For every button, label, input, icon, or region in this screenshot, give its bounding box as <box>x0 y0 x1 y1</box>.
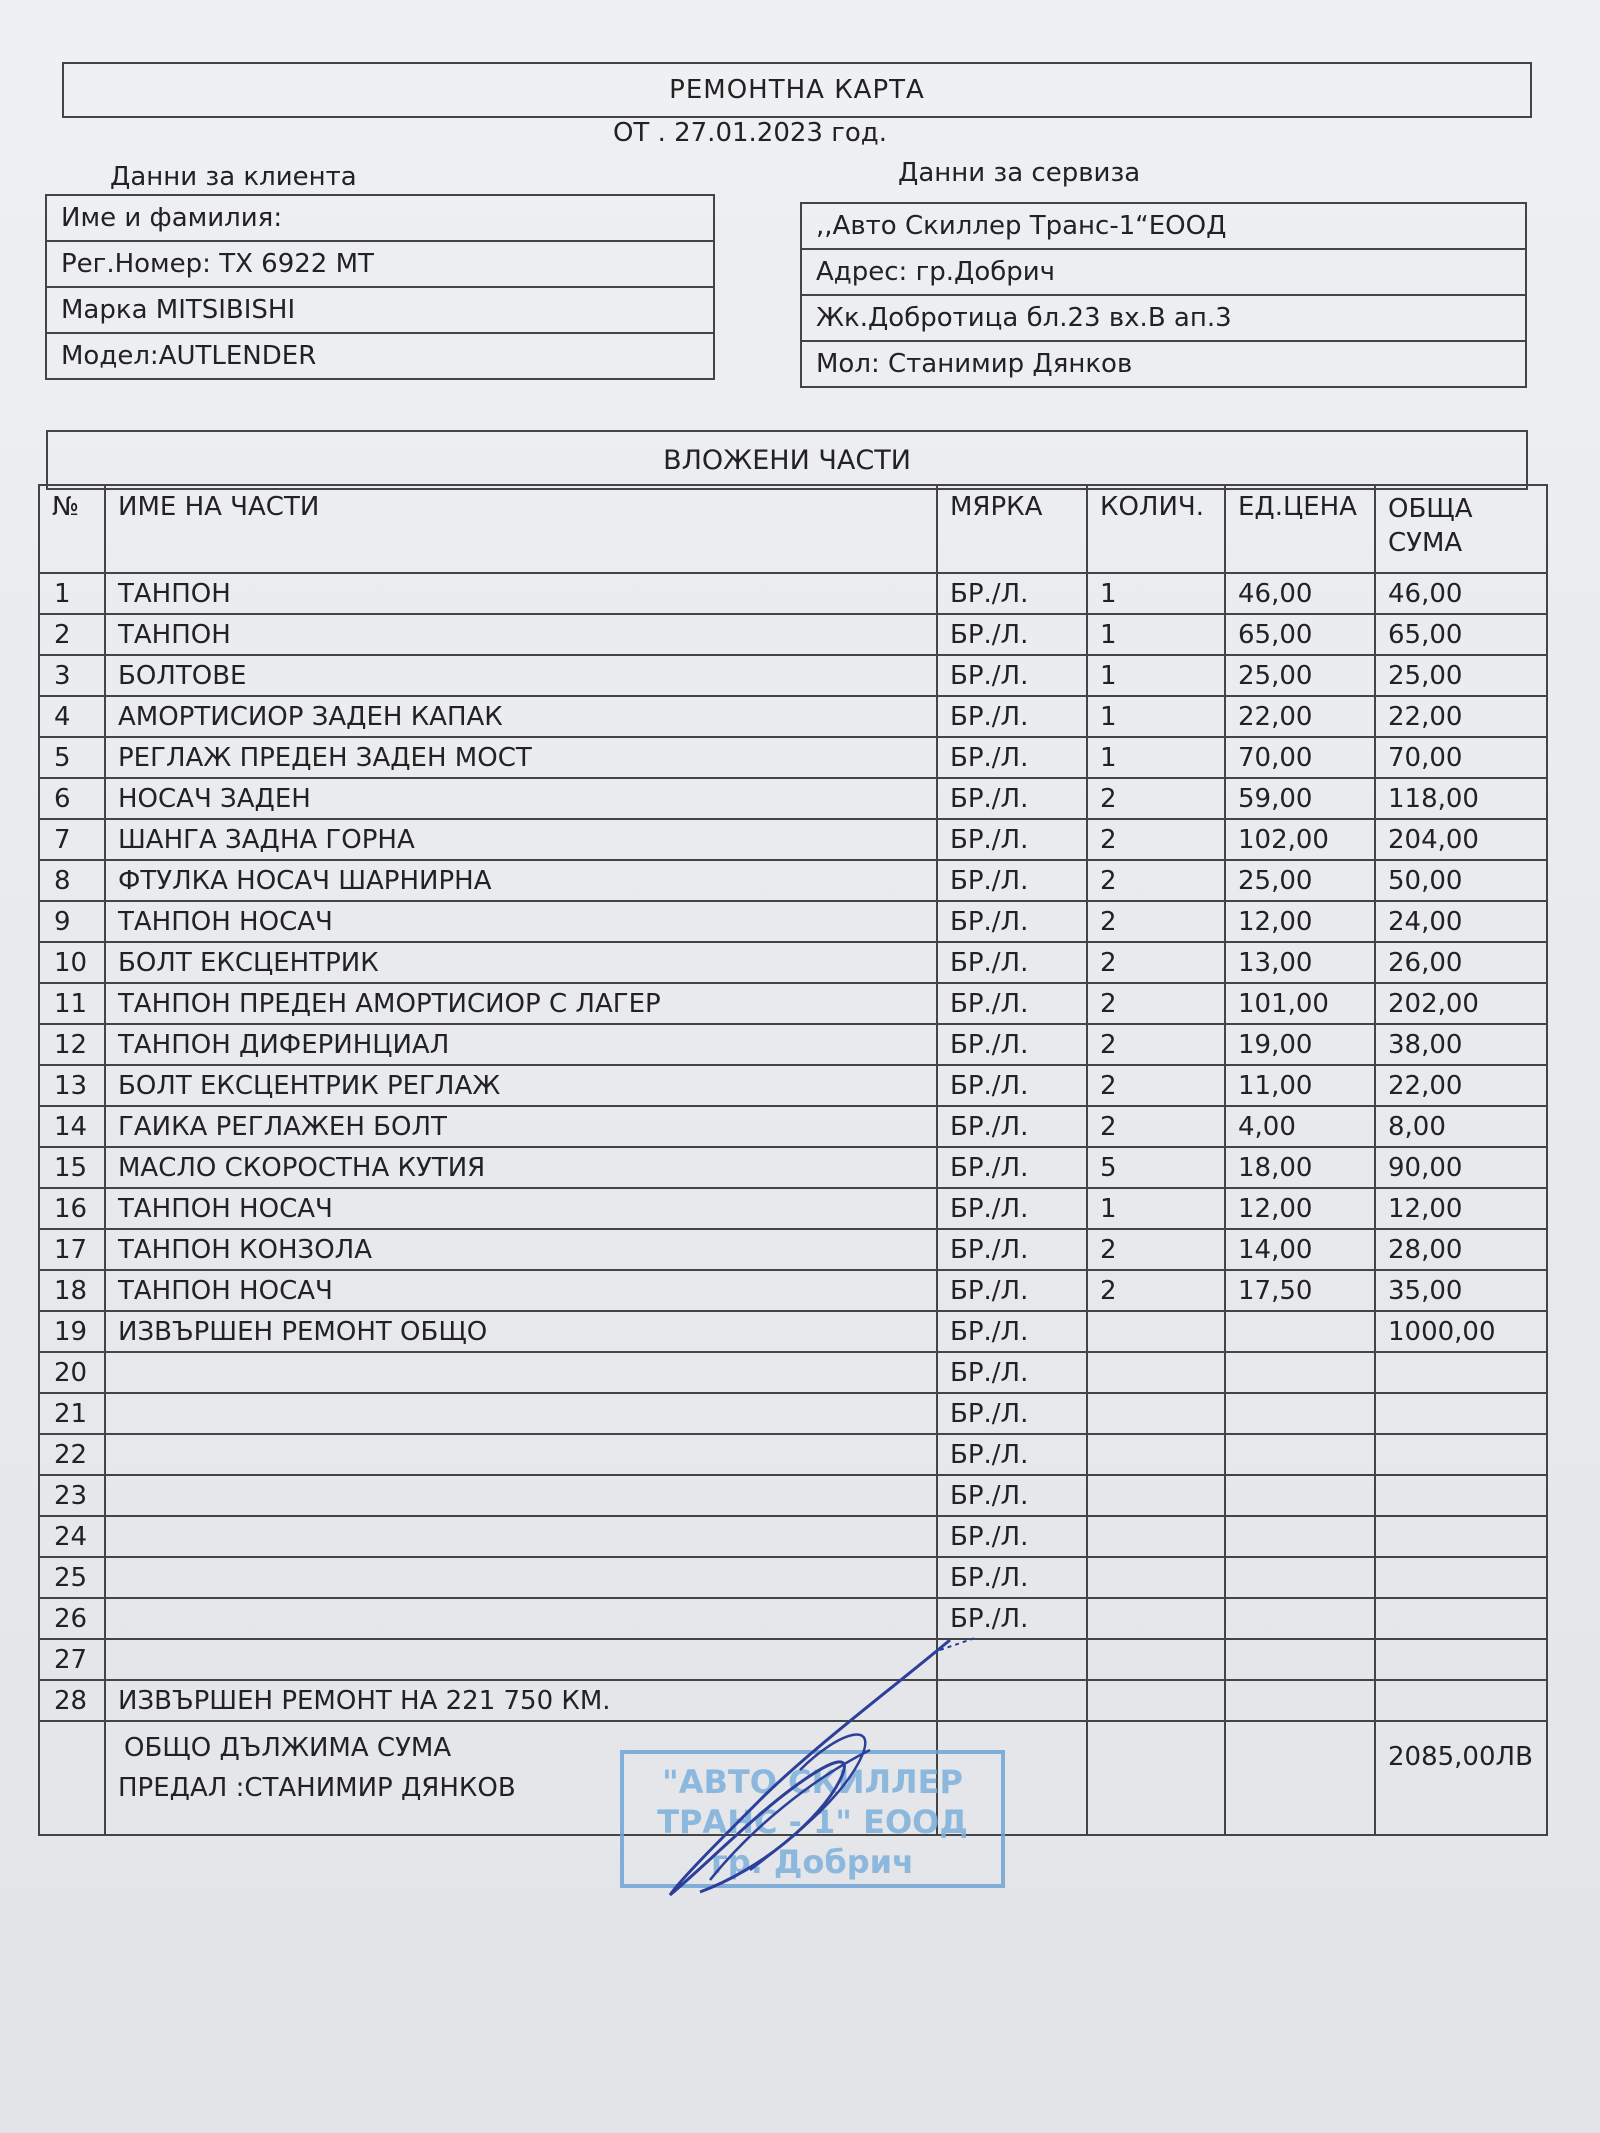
unit-cell: БР./Л. <box>937 655 1087 696</box>
row-total-cell <box>1375 1434 1547 1475</box>
unit-cell: БР./Л. <box>937 1024 1087 1065</box>
stamp-line-3: гр. Добрич <box>710 1843 915 1881</box>
row-number-cell: 2 <box>39 614 105 655</box>
total-value: 2085,00ЛВ <box>1375 1721 1547 1835</box>
unit-price-cell: 12,00 <box>1225 1188 1375 1229</box>
parts-row <box>39 655 1547 696</box>
row-total-cell: 70,00 <box>1375 737 1547 778</box>
parts-row <box>39 1516 1547 1557</box>
unit-price-cell: 4,00 <box>1225 1106 1375 1147</box>
stamp-line-1: "АВТО СКИЛЛЕР <box>662 1763 963 1801</box>
row-number-cell: 1 <box>39 573 105 614</box>
unit-cell: БР./Л. <box>937 1270 1087 1311</box>
part-name-cell: НОСАЧ ЗАДЕН <box>105 778 937 819</box>
row-number-cell: 19 <box>39 1311 105 1352</box>
part-name-cell: БОЛТ ЕКСЦЕНТРИК РЕГЛАЖ <box>105 1065 937 1106</box>
signature-stroke-2 <box>710 1735 870 1880</box>
unit-price-cell: 13,00 <box>1225 942 1375 983</box>
parts-row <box>39 1024 1547 1065</box>
row-total-cell: 12,00 <box>1375 1188 1547 1229</box>
service-address-line2: Жк.Добротица бл.23 вх.В ап.3 <box>801 295 1526 341</box>
unit-price-cell: 22,00 <box>1225 696 1375 737</box>
unit-cell: БР./Л. <box>937 901 1087 942</box>
part-name-cell: БОЛТОВЕ <box>105 655 937 696</box>
parts-row <box>39 942 1547 983</box>
unit-price-cell: 25,00 <box>1225 655 1375 696</box>
quantity-cell <box>1087 1516 1225 1557</box>
quantity-cell <box>1087 1352 1225 1393</box>
unit-cell: БР./Л. <box>937 1147 1087 1188</box>
row-number-cell: 23 <box>39 1475 105 1516</box>
parts-row <box>39 1106 1547 1147</box>
row-number-cell: 13 <box>39 1065 105 1106</box>
quantity-cell: 2 <box>1087 778 1225 819</box>
col-header-unit: МЯРКА <box>937 485 1087 573</box>
service-manager: Мол: Станимир Дянков <box>801 341 1526 387</box>
unit-price-cell <box>1225 1393 1375 1434</box>
part-name-cell: БОЛТ ЕКСЦЕНТРИК <box>105 942 937 983</box>
row-number-cell: 18 <box>39 1270 105 1311</box>
parts-row <box>39 1188 1547 1229</box>
quantity-cell <box>1087 1557 1225 1598</box>
unit-cell: БР./Л. <box>937 573 1087 614</box>
unit-cell: БР./Л. <box>937 1557 1087 1598</box>
unit-price-cell <box>1225 1475 1375 1516</box>
row-number-cell: 24 <box>39 1516 105 1557</box>
row-number-cell: 9 <box>39 901 105 942</box>
total-row-price-cell <box>1225 1721 1375 1835</box>
unit-price-cell <box>1225 1557 1375 1598</box>
quantity-cell <box>1087 1639 1225 1680</box>
unit-price-cell: 11,00 <box>1225 1065 1375 1106</box>
row-number-cell: 3 <box>39 655 105 696</box>
service-info-table <box>800 202 1527 388</box>
quantity-cell: 1 <box>1087 614 1225 655</box>
row-number-cell: 15 <box>39 1147 105 1188</box>
part-name-cell: ТАНПОН <box>105 573 937 614</box>
row-total-cell: 25,00 <box>1375 655 1547 696</box>
quantity-cell: 2 <box>1087 1106 1225 1147</box>
row-total-cell: 90,00 <box>1375 1147 1547 1188</box>
col-header-unit-price: ЕД.ЦЕНА <box>1225 485 1375 573</box>
parts-row <box>39 778 1547 819</box>
unit-price-cell: 12,00 <box>1225 901 1375 942</box>
part-name-cell: РЕГЛАЖ ПРЕДЕН ЗАДЕН МОСТ <box>105 737 937 778</box>
parts-row <box>39 573 1547 614</box>
row-total-cell <box>1375 1475 1547 1516</box>
row-number-cell: 21 <box>39 1393 105 1434</box>
row-total-cell <box>1375 1557 1547 1598</box>
parts-row <box>39 1557 1547 1598</box>
quantity-cell: 2 <box>1087 1024 1225 1065</box>
row-number-cell: 16 <box>39 1188 105 1229</box>
parts-title <box>46 430 1528 490</box>
unit-price-cell: 101,00 <box>1225 983 1375 1024</box>
part-name-cell <box>105 1393 937 1434</box>
document-title-text: РЕМОНТНА КАРТА <box>669 75 925 105</box>
col-header-total: ОБЩА СУМА <box>1375 485 1547 573</box>
part-name-cell: ТАНПОН ДИФЕРИНЦИАЛ <box>105 1024 937 1065</box>
row-number-cell: 14 <box>39 1106 105 1147</box>
row-number-cell: 27 <box>39 1639 105 1680</box>
row-number-cell: 11 <box>39 983 105 1024</box>
part-name-cell: ШАНГА ЗАДНА ГОРНА <box>105 819 937 860</box>
total-row-number-cell <box>39 1721 105 1835</box>
unit-cell: БР./Л. <box>937 778 1087 819</box>
unit-price-cell: 25,00 <box>1225 860 1375 901</box>
unit-cell: БР./Л. <box>937 1188 1087 1229</box>
client-car-model: Модел:AUTLENDER <box>46 333 714 379</box>
unit-price-cell <box>1225 1598 1375 1639</box>
row-number-cell: 5 <box>39 737 105 778</box>
total-label: ОБЩО ДЪЛЖИМА СУМА <box>124 1733 452 1763</box>
part-name-cell <box>105 1434 937 1475</box>
total-row-qty-cell <box>1087 1721 1225 1835</box>
unit-price-cell <box>1225 1639 1375 1680</box>
row-number-cell: 28 <box>39 1680 105 1721</box>
row-total-cell: 28,00 <box>1375 1229 1547 1270</box>
parts-row <box>39 901 1547 942</box>
parts-row <box>39 1147 1547 1188</box>
client-name: Име и фамилия: <box>46 195 714 241</box>
document-title <box>62 62 1532 118</box>
service-address: Адрес: гр.Добрич <box>801 249 1526 295</box>
col-header-number: № <box>39 485 105 573</box>
row-number-cell: 22 <box>39 1434 105 1475</box>
client-car-make: Марка MITSIBISHI <box>46 287 714 333</box>
row-total-cell: 202,00 <box>1375 983 1547 1024</box>
parts-row <box>39 1229 1547 1270</box>
unit-cell: БР./Л. <box>937 737 1087 778</box>
unit-cell: БР./Л. <box>937 1393 1087 1434</box>
quantity-cell: 1 <box>1087 1188 1225 1229</box>
quantity-cell <box>1087 1598 1225 1639</box>
unit-price-cell: 59,00 <box>1225 778 1375 819</box>
parts-row <box>39 983 1547 1024</box>
part-name-cell <box>105 1557 937 1598</box>
parts-body <box>39 573 1547 1721</box>
unit-cell: БР./Л. <box>937 1229 1087 1270</box>
row-total-cell: 38,00 <box>1375 1024 1547 1065</box>
part-name-cell: ИЗВЪРШЕН РЕМОНТ ОБЩО <box>105 1311 937 1352</box>
part-name-cell <box>105 1352 937 1393</box>
quantity-cell: 2 <box>1087 1065 1225 1106</box>
parts-row <box>39 1065 1547 1106</box>
parts-row <box>39 1475 1547 1516</box>
row-total-cell <box>1375 1516 1547 1557</box>
col-header-quantity: КОЛИЧ. <box>1087 485 1225 573</box>
quantity-cell <box>1087 1393 1225 1434</box>
quantity-cell: 5 <box>1087 1147 1225 1188</box>
quantity-cell: 2 <box>1087 1270 1225 1311</box>
unit-price-cell: 17,50 <box>1225 1270 1375 1311</box>
quantity-cell: 2 <box>1087 819 1225 860</box>
part-name-cell: МАСЛО СКОРОСТНА КУТИЯ <box>105 1147 937 1188</box>
part-name-cell: ТАНПОН КОНЗОЛА <box>105 1229 937 1270</box>
part-name-cell: ТАНПОН ПРЕДЕН АМОРТИСИОР С ЛАГЕР <box>105 983 937 1024</box>
quantity-cell: 2 <box>1087 1229 1225 1270</box>
parts-row <box>39 1352 1547 1393</box>
col-header-part-name: ИМЕ НА ЧАСТИ <box>105 485 937 573</box>
parts-row <box>39 819 1547 860</box>
part-name-cell: АМОРТИСИОР ЗАДЕН КАПАК <box>105 696 937 737</box>
quantity-cell: 1 <box>1087 696 1225 737</box>
row-total-cell: 65,00 <box>1375 614 1547 655</box>
row-total-cell: 24,00 <box>1375 901 1547 942</box>
quantity-cell: 2 <box>1087 942 1225 983</box>
unit-cell: БР./Л. <box>937 1598 1087 1639</box>
client-info-table <box>45 194 715 380</box>
part-name-cell: ТАНПОН НОСАЧ <box>105 901 937 942</box>
parts-row <box>39 614 1547 655</box>
row-number-cell: 17 <box>39 1229 105 1270</box>
parts-title-text: ВЛОЖЕНИ ЧАСТИ <box>663 444 911 476</box>
parts-row <box>39 737 1547 778</box>
unit-cell: БР./Л. <box>937 1516 1087 1557</box>
row-number-cell: 8 <box>39 860 105 901</box>
row-total-cell <box>1375 1680 1547 1721</box>
row-number-cell: 12 <box>39 1024 105 1065</box>
signature-stroke-1 <box>670 1640 950 1895</box>
quantity-cell <box>1087 1434 1225 1475</box>
row-total-cell: 8,00 <box>1375 1106 1547 1147</box>
parts-row <box>39 1434 1547 1475</box>
unit-price-cell: 18,00 <box>1225 1147 1375 1188</box>
unit-cell: БР./Л. <box>937 983 1087 1024</box>
unit-cell: БР./Л. <box>937 1352 1087 1393</box>
row-total-cell: 50,00 <box>1375 860 1547 901</box>
part-name-cell: ИЗВЪРШЕН РЕМОНТ НА 221 750 КМ. <box>105 1680 937 1721</box>
part-name-cell <box>105 1516 937 1557</box>
unit-cell: БР./Л. <box>937 819 1087 860</box>
row-total-cell <box>1375 1393 1547 1434</box>
parts-row <box>39 1270 1547 1311</box>
row-total-cell: 204,00 <box>1375 819 1547 860</box>
unit-cell: БР./Л. <box>937 696 1087 737</box>
row-total-cell <box>1375 1352 1547 1393</box>
row-number-cell: 25 <box>39 1557 105 1598</box>
row-total-cell: 26,00 <box>1375 942 1547 983</box>
client-heading: Данни за клиента <box>110 162 357 192</box>
unit-price-cell: 46,00 <box>1225 573 1375 614</box>
unit-price-cell <box>1225 1680 1375 1721</box>
part-name-cell: ТАНПОН <box>105 614 937 655</box>
quantity-cell <box>1087 1475 1225 1516</box>
unit-cell: БР./Л. <box>937 1434 1087 1475</box>
row-total-cell: 118,00 <box>1375 778 1547 819</box>
part-name-cell: ТАНПОН НОСАЧ <box>105 1188 937 1229</box>
row-total-cell: 1000,00 <box>1375 1311 1547 1352</box>
quantity-cell <box>1087 1311 1225 1352</box>
unit-cell: БР./Л. <box>937 1106 1087 1147</box>
service-company: ,,Авто Скиллер Транс-1“ЕООД <box>801 203 1526 249</box>
row-number-cell: 4 <box>39 696 105 737</box>
unit-cell: БР./Л. <box>937 1475 1087 1516</box>
unit-price-cell <box>1225 1352 1375 1393</box>
unit-price-cell: 19,00 <box>1225 1024 1375 1065</box>
quantity-cell: 2 <box>1087 901 1225 942</box>
quantity-cell: 1 <box>1087 573 1225 614</box>
unit-cell: БР./Л. <box>937 942 1087 983</box>
unit-price-cell <box>1225 1311 1375 1352</box>
unit-price-cell: 65,00 <box>1225 614 1375 655</box>
row-total-cell: 22,00 <box>1375 1065 1547 1106</box>
unit-cell: БР./Л. <box>937 860 1087 901</box>
row-total-cell <box>1375 1639 1547 1680</box>
parts-row <box>39 1311 1547 1352</box>
quantity-cell: 1 <box>1087 737 1225 778</box>
unit-price-cell: 102,00 <box>1225 819 1375 860</box>
unit-cell: БР./Л. <box>937 1065 1087 1106</box>
row-total-cell: 22,00 <box>1375 696 1547 737</box>
part-name-cell <box>105 1475 937 1516</box>
row-number-cell: 6 <box>39 778 105 819</box>
parts-header-row <box>39 485 1547 573</box>
unit-cell: БР./Л. <box>937 614 1087 655</box>
handed-by: ПРЕДАЛ :СТАНИМИР ДЯНКОВ <box>118 1773 516 1803</box>
signature <box>640 1630 980 1910</box>
document-date: ОТ . 27.01.2023 год. <box>612 118 888 148</box>
row-number-cell: 26 <box>39 1598 105 1639</box>
part-name-cell: ТАНПОН НОСАЧ <box>105 1270 937 1311</box>
unit-price-cell <box>1225 1434 1375 1475</box>
quantity-cell: 2 <box>1087 983 1225 1024</box>
part-name-cell: ФТУЛКА НОСАЧ ШАРНИРНА <box>105 860 937 901</box>
row-total-cell <box>1375 1598 1547 1639</box>
parts-row <box>39 696 1547 737</box>
unit-price-cell <box>1225 1516 1375 1557</box>
stamp-line-2: ТРАНС - 1" ЕООД <box>657 1803 968 1841</box>
part-name-cell: ГАИКА РЕГЛАЖЕН БОЛТ <box>105 1106 937 1147</box>
parts-row <box>39 1393 1547 1434</box>
service-heading: Данни за сервиза <box>898 158 1141 188</box>
quantity-cell: 1 <box>1087 655 1225 696</box>
row-number-cell: 20 <box>39 1352 105 1393</box>
unit-cell: БР./Л. <box>937 1311 1087 1352</box>
quantity-cell <box>1087 1680 1225 1721</box>
row-number-cell: 7 <box>39 819 105 860</box>
quantity-cell: 2 <box>1087 860 1225 901</box>
row-total-cell: 46,00 <box>1375 573 1547 614</box>
client-reg-number: Рег.Номер: ТХ 6922 МТ <box>46 241 714 287</box>
parts-row <box>39 860 1547 901</box>
row-number-cell: 10 <box>39 942 105 983</box>
row-total-cell: 35,00 <box>1375 1270 1547 1311</box>
unit-price-cell: 70,00 <box>1225 737 1375 778</box>
unit-price-cell: 14,00 <box>1225 1229 1375 1270</box>
